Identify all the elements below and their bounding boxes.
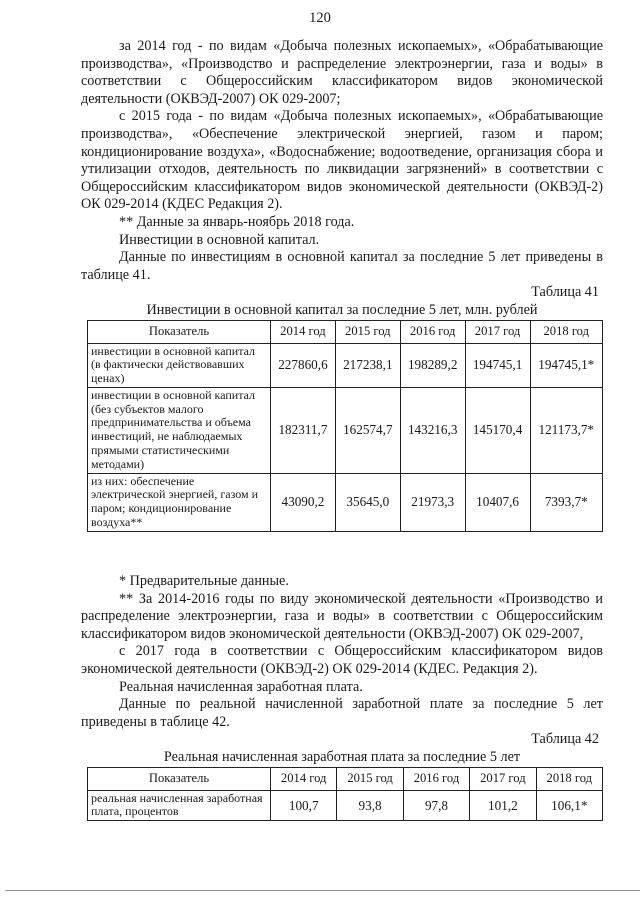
table42-header-2014: 2014 год [271,767,337,790]
table-row-label: инвестиции в основной капитал (в фактически действовавших ценах) [88,343,271,387]
table-row-label: инвестиции в основной капитал (без субъектов малого предпринимательства и объема инвестиций, не наблюдаемых прямыми статистическими методами) [88,387,271,473]
table-cell: 121173,7* [530,387,603,473]
table-cell: 227860,6 [271,343,336,387]
table42 [87,767,603,822]
table-cell: 21973,3 [400,473,465,531]
table41-header-row [88,320,603,343]
table42-header-2016: 2016 год [403,767,469,790]
section-heading-wages: Реальная начисленная заработная плата. [119,678,363,695]
table41-number: Таблица 41 [531,284,599,301]
table-cell: 43090,2 [271,473,336,531]
table-cell: 198289,2 [400,343,465,387]
paragraph-table42-intro: Данные по реальной начисленной заработной плате за последние 5 лет приведены в таблице 42. [81,696,603,730]
table42-header-2018: 2018 год [536,767,602,790]
table-row-label: реальная начисленная заработная плата, процентов [88,790,271,821]
section-heading-investments: Инвестиции в основной капитал. [119,231,320,248]
table-cell: 93,8 [337,790,403,821]
table-cell: 10407,6 [465,473,530,531]
paragraph-table41-intro: Данные по инвестициям в основной капитал за последние 5 лет приведены в таблице 41. [81,249,603,283]
paragraph-2015-okved2: с 2015 года - по видам «Добыча полезных ископаемых», «Обрабатывающие производства», «Обеспечение электрической энергией, газом и паром; кондиционирование воздуха», «Водоснабжение; водоотведение, организация сбора и утилизации отходов, деятельность по ликвидации загрязнений» в соответствии с Общероссийским классификатором видов экономической деятельности (ОКВЭД-2) ОК 029-2014 (КДЕС Редакция 2). [81,108,603,213]
table-row [88,387,603,473]
table-row [88,790,603,821]
table-row [88,343,603,387]
table42-header-2017: 2017 год [470,767,536,790]
table41-header-2014: 2014 год [271,320,336,343]
table42-title: Реальная начисленная заработная плата за последние 5 лет [163,748,521,765]
table42-header-2015: 2015 год [337,767,403,790]
table-row [88,473,603,531]
table41-header-2018: 2018 год [530,320,603,343]
table-cell: 194745,1 [465,343,530,387]
table41-header-2017: 2017 год [465,320,530,343]
table42-header-indicator: Показатель [88,767,271,790]
table-cell: 35645,0 [335,473,400,531]
bottom-divider [5,890,640,891]
footnote-jan-nov-2018: ** Данные за январь-ноябрь 2018 года. [119,213,355,230]
table-cell: 106,1* [536,790,602,821]
top-text-block [81,38,603,532]
table-cell: 97,8 [403,790,469,821]
paragraph-2017-okved2: с 2017 года в соответствии с Общероссийским классификатором видов экономической деятельности (ОКВЭД-2) ОК 029-2014 (КДЕС. Редакция 2). [81,643,603,677]
table42-header-row [88,767,603,790]
bottom-text-block [81,573,603,821]
paragraph-2014-okved: за 2014 год - по видам «Добыча полезных ископаемых», «Обрабатывающие производства», «Производство и распределение электроэнергии, газа и воды» в соответствии с Общероссийским классификатором видов экономической деятельности (ОКВЭД-2007) ОК 029-2007; [81,38,603,107]
table41-header-indicator: Показатель [88,320,271,343]
table-cell: 145170,4 [465,387,530,473]
table41-header-2016: 2016 год [400,320,465,343]
page-number: 120 [309,10,331,26]
table-cell: 162574,7 [335,387,400,473]
table41-title: Инвестиции в основной капитал за последние 5 лет, млн. рублей [146,301,538,318]
table42-number: Таблица 42 [531,731,599,748]
table-cell: 143216,3 [400,387,465,473]
footnote-preliminary: * Предварительные данные. [119,573,289,589]
table-cell: 7393,7* [530,473,603,531]
table-cell: 182311,7 [271,387,336,473]
table41 [87,320,603,532]
table-cell: 101,2 [470,790,536,821]
table41-header-2015: 2015 год [335,320,400,343]
table-row-label: из них: обеспечение электрической энергией, газом и паром; кондиционирование воздуха** [88,473,271,531]
table-cell: 217238,1 [335,343,400,387]
table-cell: 100,7 [271,790,337,821]
table-cell: 194745,1* [530,343,603,387]
footnote-2014-2016: ** За 2014-2016 годы по виду экономической деятельности «Производство и распределение электроэнергии, газа и воды» в соответствии с Общероссийским классификатором видов экономической деятельности (ОКВЭД-2007) ОК 029-2007, [81,590,603,642]
